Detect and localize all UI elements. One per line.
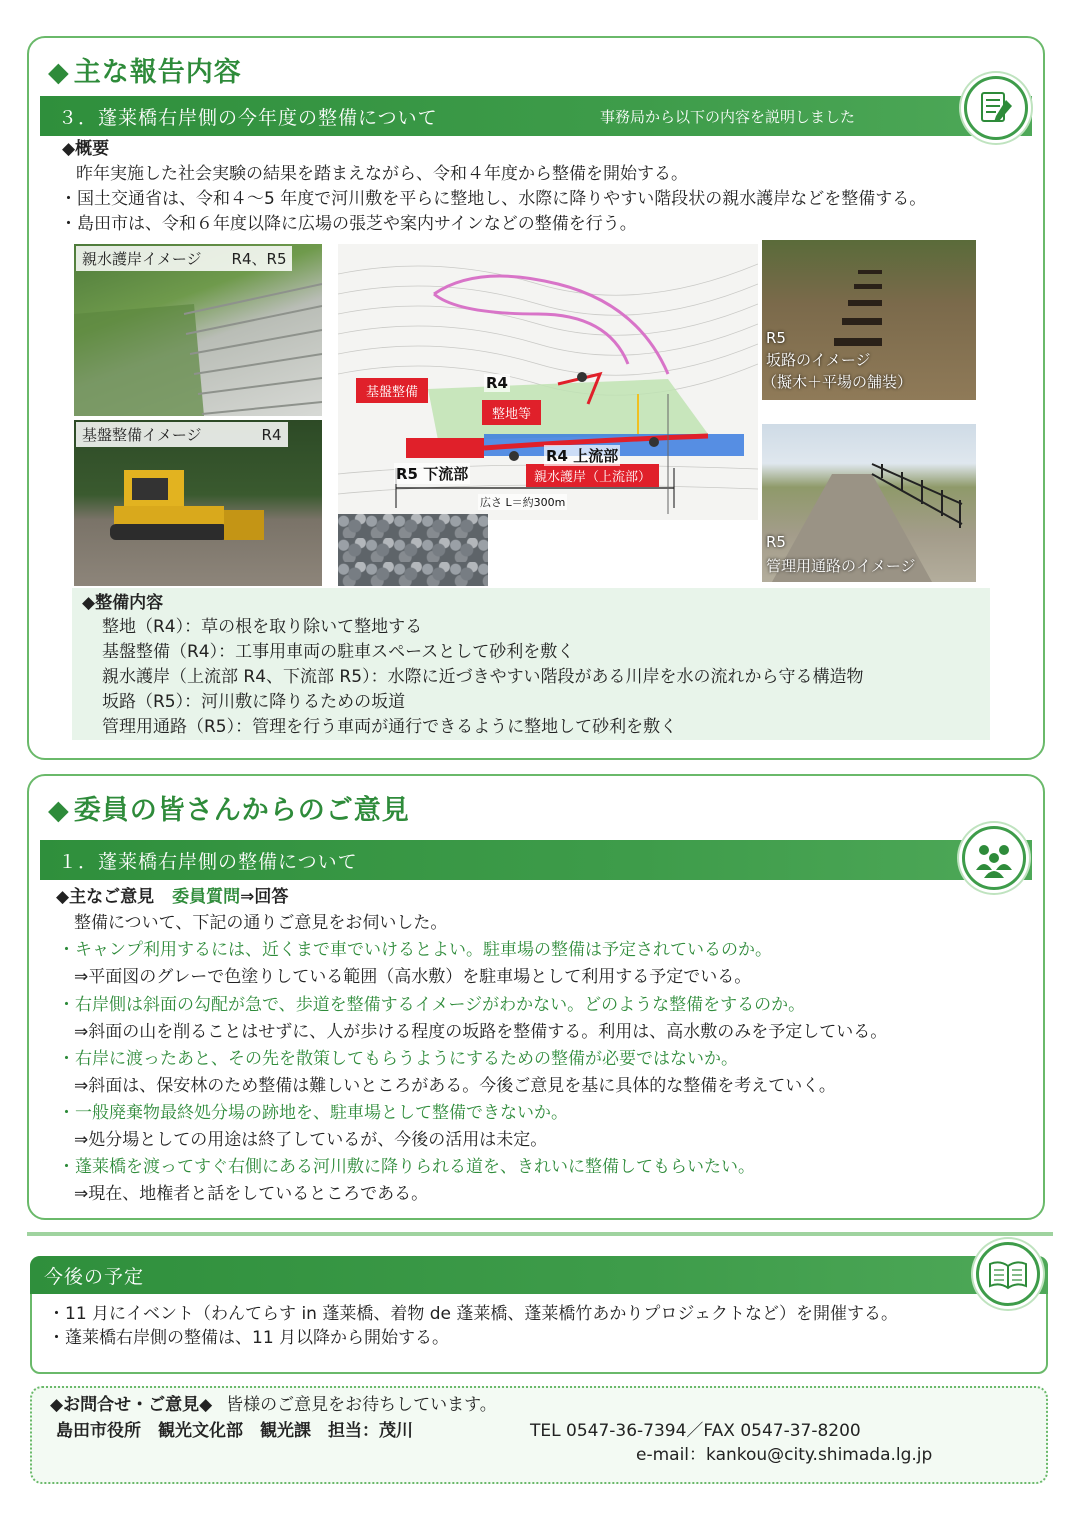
report-section-title-text: 主な報告内容 [73, 57, 242, 88]
contact-heading-row [50, 1393, 497, 1418]
detail-line-4: 坂路（R5）：河川敷に降りるための坂道 [102, 692, 406, 712]
opinions-section-title-text: 委員の皆さんからのご意見 [73, 795, 410, 826]
schedule-line-1: ・11 月にイベント（わんてらす in 蓬莱橋、着物 de 蓬莱橋、蓬莱橋竹あかりプロジェクトなど）を開催する。 [48, 1304, 899, 1324]
contact-heading-sub: 皆様のご意見をお待ちしています。 [226, 1395, 497, 1415]
answer-4: ⇒処分場としての用途は終了しているが、今後の活用は未定。 [74, 1130, 548, 1150]
contact-email: e-mail：kankou@city.shimada.lg.jp [636, 1445, 933, 1465]
answer-1: ⇒平面図のグレーで色塗りしている範囲（高水敷）を駐車場として利用する予定でいる。 [74, 967, 752, 987]
answer-2: ⇒斜面の山を削ることはせずに、人が歩ける程度の坂路を整備する。利用は、高水敷のみを予定している。 [74, 1022, 888, 1042]
question-2: ・右岸側は斜面の勾配が急で、歩道を整備するイメージがわかない。どのような整備をするのか。 [58, 995, 806, 1015]
question-4: ・一般廃棄物最終処分場の跡地を、駐車場として整備できないか。 [58, 1103, 568, 1123]
revetment-photo-label: 親水護岸イメージ R4、R5 [76, 246, 292, 271]
base-photo-label: 基盤整備イメージ R4 [76, 422, 288, 447]
answer-5: ⇒現在、地権者と話をしているところである。 [74, 1184, 429, 1204]
detail-line-3: 親水護岸（上流部 R4、下流部 R5）：水際に近づきやすい階段がある川岸を水の流れから守る構造物 [102, 667, 864, 687]
base-photo [74, 420, 322, 586]
slope-photo [762, 240, 976, 400]
open-book-icon [976, 1242, 1040, 1306]
schedule-bar [30, 1256, 1048, 1294]
question-5: ・蓬莱橋を渡ってすぐ右側にある河川敷に降りられる道を、きれいに整備してもらいたい。 [58, 1157, 755, 1177]
overview-heading: ◆概要 [62, 139, 110, 159]
report-topic-title: ３．蓬莱橋右岸側の今年度の整備について [58, 106, 438, 129]
contact-tel: TEL 0547-36-7394／FAX 0547-37-8200 [530, 1421, 861, 1441]
revetment-photo [74, 244, 322, 416]
people-group-icon [962, 826, 1026, 890]
report-topic-bar [40, 96, 1032, 136]
map-label-downstream: R5 下流部 [396, 465, 469, 483]
map-label-width: 広さ L＝約300m [480, 496, 566, 509]
report-section-title: ◆ 主な報告内容 [48, 57, 242, 88]
opinions-legend-a: ⇒回答 [240, 887, 289, 907]
opinions-heading [56, 885, 288, 910]
detail-heading: ◆整備内容 [82, 593, 164, 613]
question-1: ・キャンプ利用するには、近くまで車でいけるとよい。駐車場の整備は予定されているのか。 [58, 940, 772, 960]
contact-heading: ◆お問合せ・ご意見◆ [50, 1395, 213, 1415]
report-topic-subtitle: 事務局から以下の内容を説明しました [600, 107, 856, 126]
road-photo [762, 424, 976, 582]
overview-line-1: 昨年実施した社会実験の結果を踏まえながら、令和４年度から整備を開始する。 [76, 164, 688, 184]
answer-3: ⇒斜面は、保安林のため整備は難しいところがある。今後ご意見を基に具体的な整備を考えていく。 [74, 1076, 836, 1096]
schedule-title: 今後の予定 [44, 1265, 145, 1288]
map-label-upstream: R4 上流部 [546, 447, 619, 465]
map-tag-grading: 整地等 [482, 400, 541, 425]
detail-line-5: 管理用通路（R5）：管理を行う車両が通行できるように整地して砂利を敷く [102, 717, 678, 737]
opinions-legend-q: 委員質問 [172, 887, 241, 907]
report-pen-icon [964, 76, 1028, 140]
slope-caption-year: R5 [766, 329, 786, 347]
detail-line-1: 整地（R4）：草の根を取り除いて整地する [102, 617, 423, 637]
opinions-topic-title: １．蓬莱橋右岸側の整備について [58, 850, 358, 873]
gravel-photo [338, 514, 488, 586]
road-caption-1: 管理用通路のイメージ [766, 557, 916, 575]
schedule-line-2: ・蓬莱橋右岸側の整備は、11 月以降から開始する。 [48, 1328, 450, 1348]
overview-line-3: ・島田市は、令和６年度以降に広場の張芝や案内サインなどの整備を行う。 [60, 214, 637, 234]
opinions-intro: 整備について、下記の通りご意見をお伺いした。 [74, 913, 448, 933]
opinions-topic-bar [40, 840, 1032, 880]
overview-line-2: ・国土交通省は、令和４～5 年度で河川敷を平らに整地し、水際に降りやすい階段状の親水護岸などを整備する。 [60, 189, 927, 209]
detail-line-2: 基盤整備（R4）：工事用車両の駐車スペースとして砂利を敷く [102, 642, 575, 662]
contact-office: 島田市役所 観光文化部 観光課 担当：茂川 [56, 1421, 413, 1441]
question-3: ・右岸に渡ったあと、その先を散策してもらうようにするための整備が必要ではないか。 [58, 1049, 738, 1069]
road-caption-year: R5 [766, 533, 786, 551]
opinions-section-title: ◆ 委員の皆さんからのご意見 [48, 795, 410, 826]
site-plan-map [338, 244, 758, 520]
section-divider [27, 1232, 1053, 1236]
slope-caption-2: （擬木＋平場の舗装） [762, 373, 913, 391]
slope-caption-1: 坂路のイメージ [766, 351, 871, 369]
map-tag-base: 基盤整備 [356, 378, 428, 403]
opinions-heading-main: ◆主なご意見 [56, 887, 155, 907]
map-label-r4: R4 [486, 374, 508, 392]
map-tag-revetment: 親水護岸（上流部） [526, 464, 659, 487]
